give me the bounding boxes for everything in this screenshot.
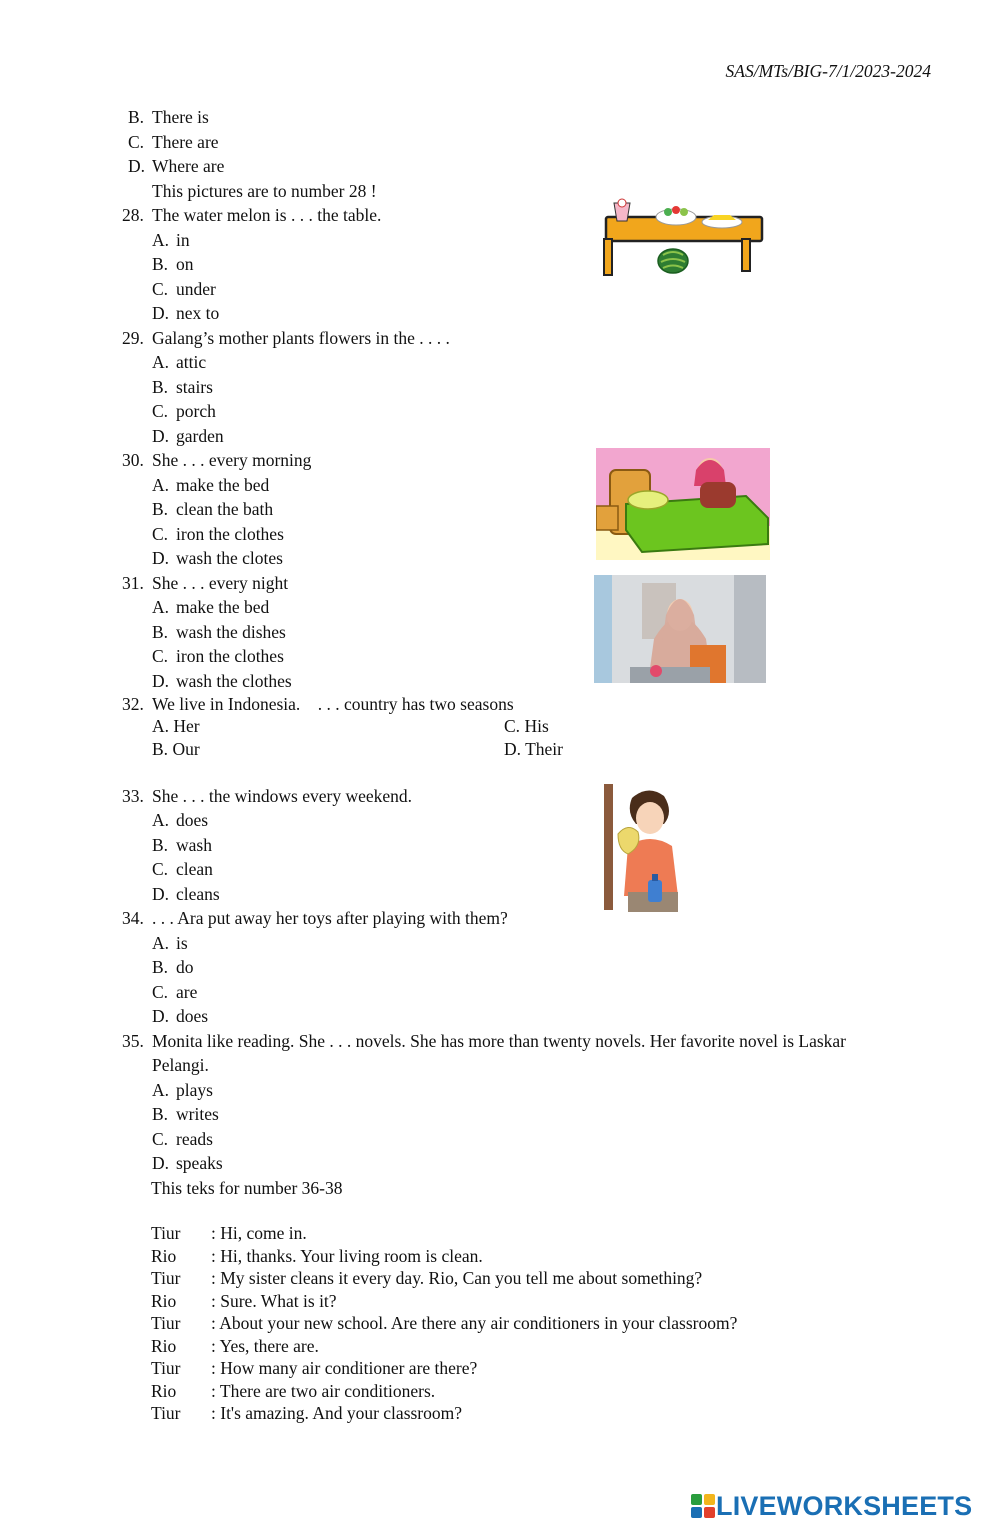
dialog-intro: This teks for number 36-38 xyxy=(151,1178,343,1198)
option-letter: C. xyxy=(152,646,169,666)
option-c xyxy=(504,715,549,737)
spray-bottle-icon xyxy=(648,880,662,902)
option-b xyxy=(152,1103,219,1125)
option-text: Her xyxy=(173,716,200,736)
nightstand xyxy=(596,506,618,530)
speaker: Rio xyxy=(151,1291,177,1311)
question-text: . . . Ara put away her toys after playing with them? xyxy=(152,908,508,928)
picture-note: This pictures are to number 28 ! xyxy=(152,181,377,201)
option-letter: D. xyxy=(152,426,170,446)
option-a xyxy=(152,1079,213,1101)
option-d xyxy=(152,302,219,324)
option-text: clean xyxy=(176,859,213,879)
option-text: porch xyxy=(176,401,216,421)
question-text: She . . . every night xyxy=(152,573,289,593)
option-a xyxy=(152,474,269,496)
table-watermelon-picture xyxy=(600,195,770,277)
question-35 xyxy=(122,1030,846,1052)
option-text: His xyxy=(524,716,549,736)
utterance: : About your new school. Are there any air conditioners in your classroom? xyxy=(211,1313,738,1333)
question-number: 28. xyxy=(122,205,144,225)
option-a xyxy=(152,932,188,954)
option-text: reads xyxy=(176,1129,213,1149)
dialog-line xyxy=(151,1267,702,1289)
option-c xyxy=(152,1128,213,1150)
option-letter: A. xyxy=(152,597,170,617)
option-text: Where are xyxy=(152,156,225,176)
option-text: wash the clothes xyxy=(176,671,292,691)
option-b xyxy=(152,956,194,978)
option-letter: C. xyxy=(152,279,169,299)
option-c xyxy=(152,981,197,1003)
option-letter: C. xyxy=(152,1129,169,1149)
option-letter: C. xyxy=(152,524,169,544)
option-text: clean the bath xyxy=(176,499,274,519)
girl-body xyxy=(700,482,736,508)
speaker: Tiur xyxy=(151,1268,181,1288)
question-text-continued: Pelangi. xyxy=(152,1055,209,1075)
option-c xyxy=(152,278,216,300)
option-text: make the bed xyxy=(176,597,270,617)
option-text: make the bed xyxy=(176,475,270,495)
speaker: Tiur xyxy=(151,1403,181,1423)
option-d-prev xyxy=(128,155,224,177)
speaker: Rio xyxy=(151,1381,177,1401)
option-a xyxy=(152,229,190,251)
question-number: 34. xyxy=(122,908,144,928)
question-text: She . . . the windows every weekend. xyxy=(152,786,413,806)
making-bed-picture xyxy=(596,448,770,560)
table-leg xyxy=(742,239,750,271)
question-number: 30. xyxy=(122,450,144,470)
question-30 xyxy=(122,449,311,471)
option-d xyxy=(504,738,563,760)
question-28 xyxy=(122,204,381,226)
dialog-line xyxy=(151,1222,307,1244)
option-text: does xyxy=(176,1006,209,1026)
option-a xyxy=(152,809,208,831)
option-text: iron the clothes xyxy=(176,524,284,544)
cleaning-window-picture xyxy=(602,784,698,912)
option-letter: A. xyxy=(152,933,170,953)
option-b xyxy=(152,621,286,643)
option-letter: C. xyxy=(128,132,145,152)
dish-icon xyxy=(650,665,662,677)
washing-dishes-picture xyxy=(594,575,766,683)
option-letter: D. xyxy=(128,156,146,176)
question-number: 33. xyxy=(122,786,144,806)
option-c xyxy=(152,400,216,422)
option-letter: B. xyxy=(152,739,169,759)
table-leg xyxy=(604,239,612,275)
option-text: There is xyxy=(152,107,209,127)
option-text: are xyxy=(176,982,198,1002)
option-letter: C. xyxy=(152,401,169,421)
utterance: : How many air conditioner are there? xyxy=(211,1358,478,1378)
dialog-line xyxy=(151,1245,483,1267)
question-number: 32. xyxy=(122,694,144,714)
option-d xyxy=(152,425,224,447)
option-letter: B. xyxy=(152,254,169,274)
woman-face xyxy=(636,802,664,834)
question-29 xyxy=(122,327,450,349)
utterance: : It's amazing. And your classroom? xyxy=(211,1403,463,1423)
question-text: We live in Indonesia. . . . country has two seasons xyxy=(152,694,514,714)
option-text: wash xyxy=(176,835,212,855)
speaker: Tiur xyxy=(151,1358,181,1378)
option-text: is xyxy=(176,933,188,953)
option-text: garden xyxy=(176,426,224,446)
option-letter: D. xyxy=(152,884,170,904)
option-letter: B. xyxy=(152,377,169,397)
option-letter: C. xyxy=(504,716,521,736)
liveworksheets-logo-icon xyxy=(690,1493,716,1519)
speaker: Rio xyxy=(151,1336,177,1356)
option-c xyxy=(152,645,284,667)
question-number: 35. xyxy=(122,1031,144,1051)
option-letter: B. xyxy=(152,835,169,855)
dialog-line xyxy=(151,1380,435,1402)
question-text: She . . . every morning xyxy=(152,450,312,470)
option-text: plays xyxy=(176,1080,213,1100)
option-d xyxy=(152,670,292,692)
question-31 xyxy=(122,572,288,594)
question-number: 29. xyxy=(122,328,144,348)
dialog-line xyxy=(151,1312,737,1334)
option-b xyxy=(152,376,213,398)
option-letter: A. xyxy=(152,352,170,372)
speaker: Tiur xyxy=(151,1313,181,1333)
option-text: attic xyxy=(176,352,207,372)
utterance: : My sister cleans it every day. Rio, Can you tell me about something? xyxy=(211,1268,703,1288)
option-letter: A. xyxy=(152,230,170,250)
utterance: : Hi, come in. xyxy=(211,1223,307,1243)
option-text: wash the clotes xyxy=(176,548,283,568)
option-letter: B. xyxy=(152,622,169,642)
option-text: stairs xyxy=(176,377,213,397)
option-b xyxy=(152,498,273,520)
option-text: iron the clothes xyxy=(176,646,284,666)
option-letter: A. xyxy=(152,810,170,830)
option-c xyxy=(152,523,284,545)
option-letter: A. xyxy=(152,1080,170,1100)
option-a xyxy=(152,351,206,373)
window-frame xyxy=(604,784,613,910)
option-text: Their xyxy=(525,739,563,759)
option-c-prev xyxy=(128,131,219,153)
option-c xyxy=(152,858,213,880)
option-text: There are xyxy=(152,132,219,152)
dialog-line xyxy=(151,1335,319,1357)
liveworksheets-logo xyxy=(690,1490,990,1522)
option-d xyxy=(152,883,220,905)
option-a xyxy=(152,715,200,737)
option-text: writes xyxy=(176,1104,219,1124)
option-b xyxy=(152,834,212,856)
dialog-line xyxy=(151,1290,337,1312)
option-letter: D. xyxy=(152,671,170,691)
utterance: : Sure. What is it? xyxy=(211,1291,337,1311)
option-b xyxy=(152,253,194,275)
question-34 xyxy=(122,907,508,929)
option-text: cleans xyxy=(176,884,220,904)
option-text: on xyxy=(176,254,194,274)
question-text: Monita like reading. She . . . novels. She has more than twenty novels. Her favorite novel is Laskar xyxy=(152,1031,847,1051)
option-d xyxy=(152,1152,223,1174)
option-text: wash the dishes xyxy=(176,622,286,642)
dialog-line xyxy=(151,1402,462,1424)
fridge xyxy=(734,575,766,683)
option-text: Our xyxy=(172,739,200,759)
utterance: : Yes, there are. xyxy=(211,1336,319,1356)
speaker: Rio xyxy=(151,1246,177,1266)
utterance: : There are two air conditioners. xyxy=(211,1381,436,1401)
option-d xyxy=(152,1005,208,1027)
dialog-line xyxy=(151,1357,477,1379)
option-text: do xyxy=(176,957,194,977)
option-letter: B. xyxy=(128,107,145,127)
window xyxy=(594,575,612,683)
option-letter: D. xyxy=(152,1153,170,1173)
option-text: does xyxy=(176,810,209,830)
question-text: Galang’s mother plants flowers in the . . . . xyxy=(152,328,450,348)
option-letter: C. xyxy=(152,859,169,879)
option-text: in xyxy=(176,230,190,250)
speaker: Tiur xyxy=(151,1223,181,1243)
option-letter: D. xyxy=(152,548,170,568)
question-number: 31. xyxy=(122,573,144,593)
option-text: speaks xyxy=(176,1153,223,1173)
option-letter: D. xyxy=(504,739,522,759)
sink xyxy=(630,667,710,683)
option-text: nex to xyxy=(176,303,220,323)
brand-name: LIVEWORKSHEETS xyxy=(716,1490,973,1521)
option-b-prev xyxy=(128,106,209,128)
option-a xyxy=(152,596,269,618)
option-letter: B. xyxy=(152,499,169,519)
option-b xyxy=(152,738,200,760)
option-letter: D. xyxy=(152,1006,170,1026)
question-33 xyxy=(122,785,412,807)
utterance: : Hi, thanks. Your living room is clean. xyxy=(211,1246,483,1266)
option-letter: A. xyxy=(152,475,170,495)
option-letter: B. xyxy=(152,957,169,977)
option-letter: C. xyxy=(152,982,169,1002)
option-d xyxy=(152,547,283,569)
option-text: under xyxy=(176,279,216,299)
question-32 xyxy=(122,693,514,715)
option-letter: A. xyxy=(152,716,170,736)
pillow xyxy=(628,491,668,509)
option-letter: D. xyxy=(152,303,170,323)
document-code: SAS/MTs/BIG-7/1/2023-2024 xyxy=(725,61,931,81)
question-text: The water melon is . . . the table. xyxy=(152,205,382,225)
option-letter: B. xyxy=(152,1104,169,1124)
